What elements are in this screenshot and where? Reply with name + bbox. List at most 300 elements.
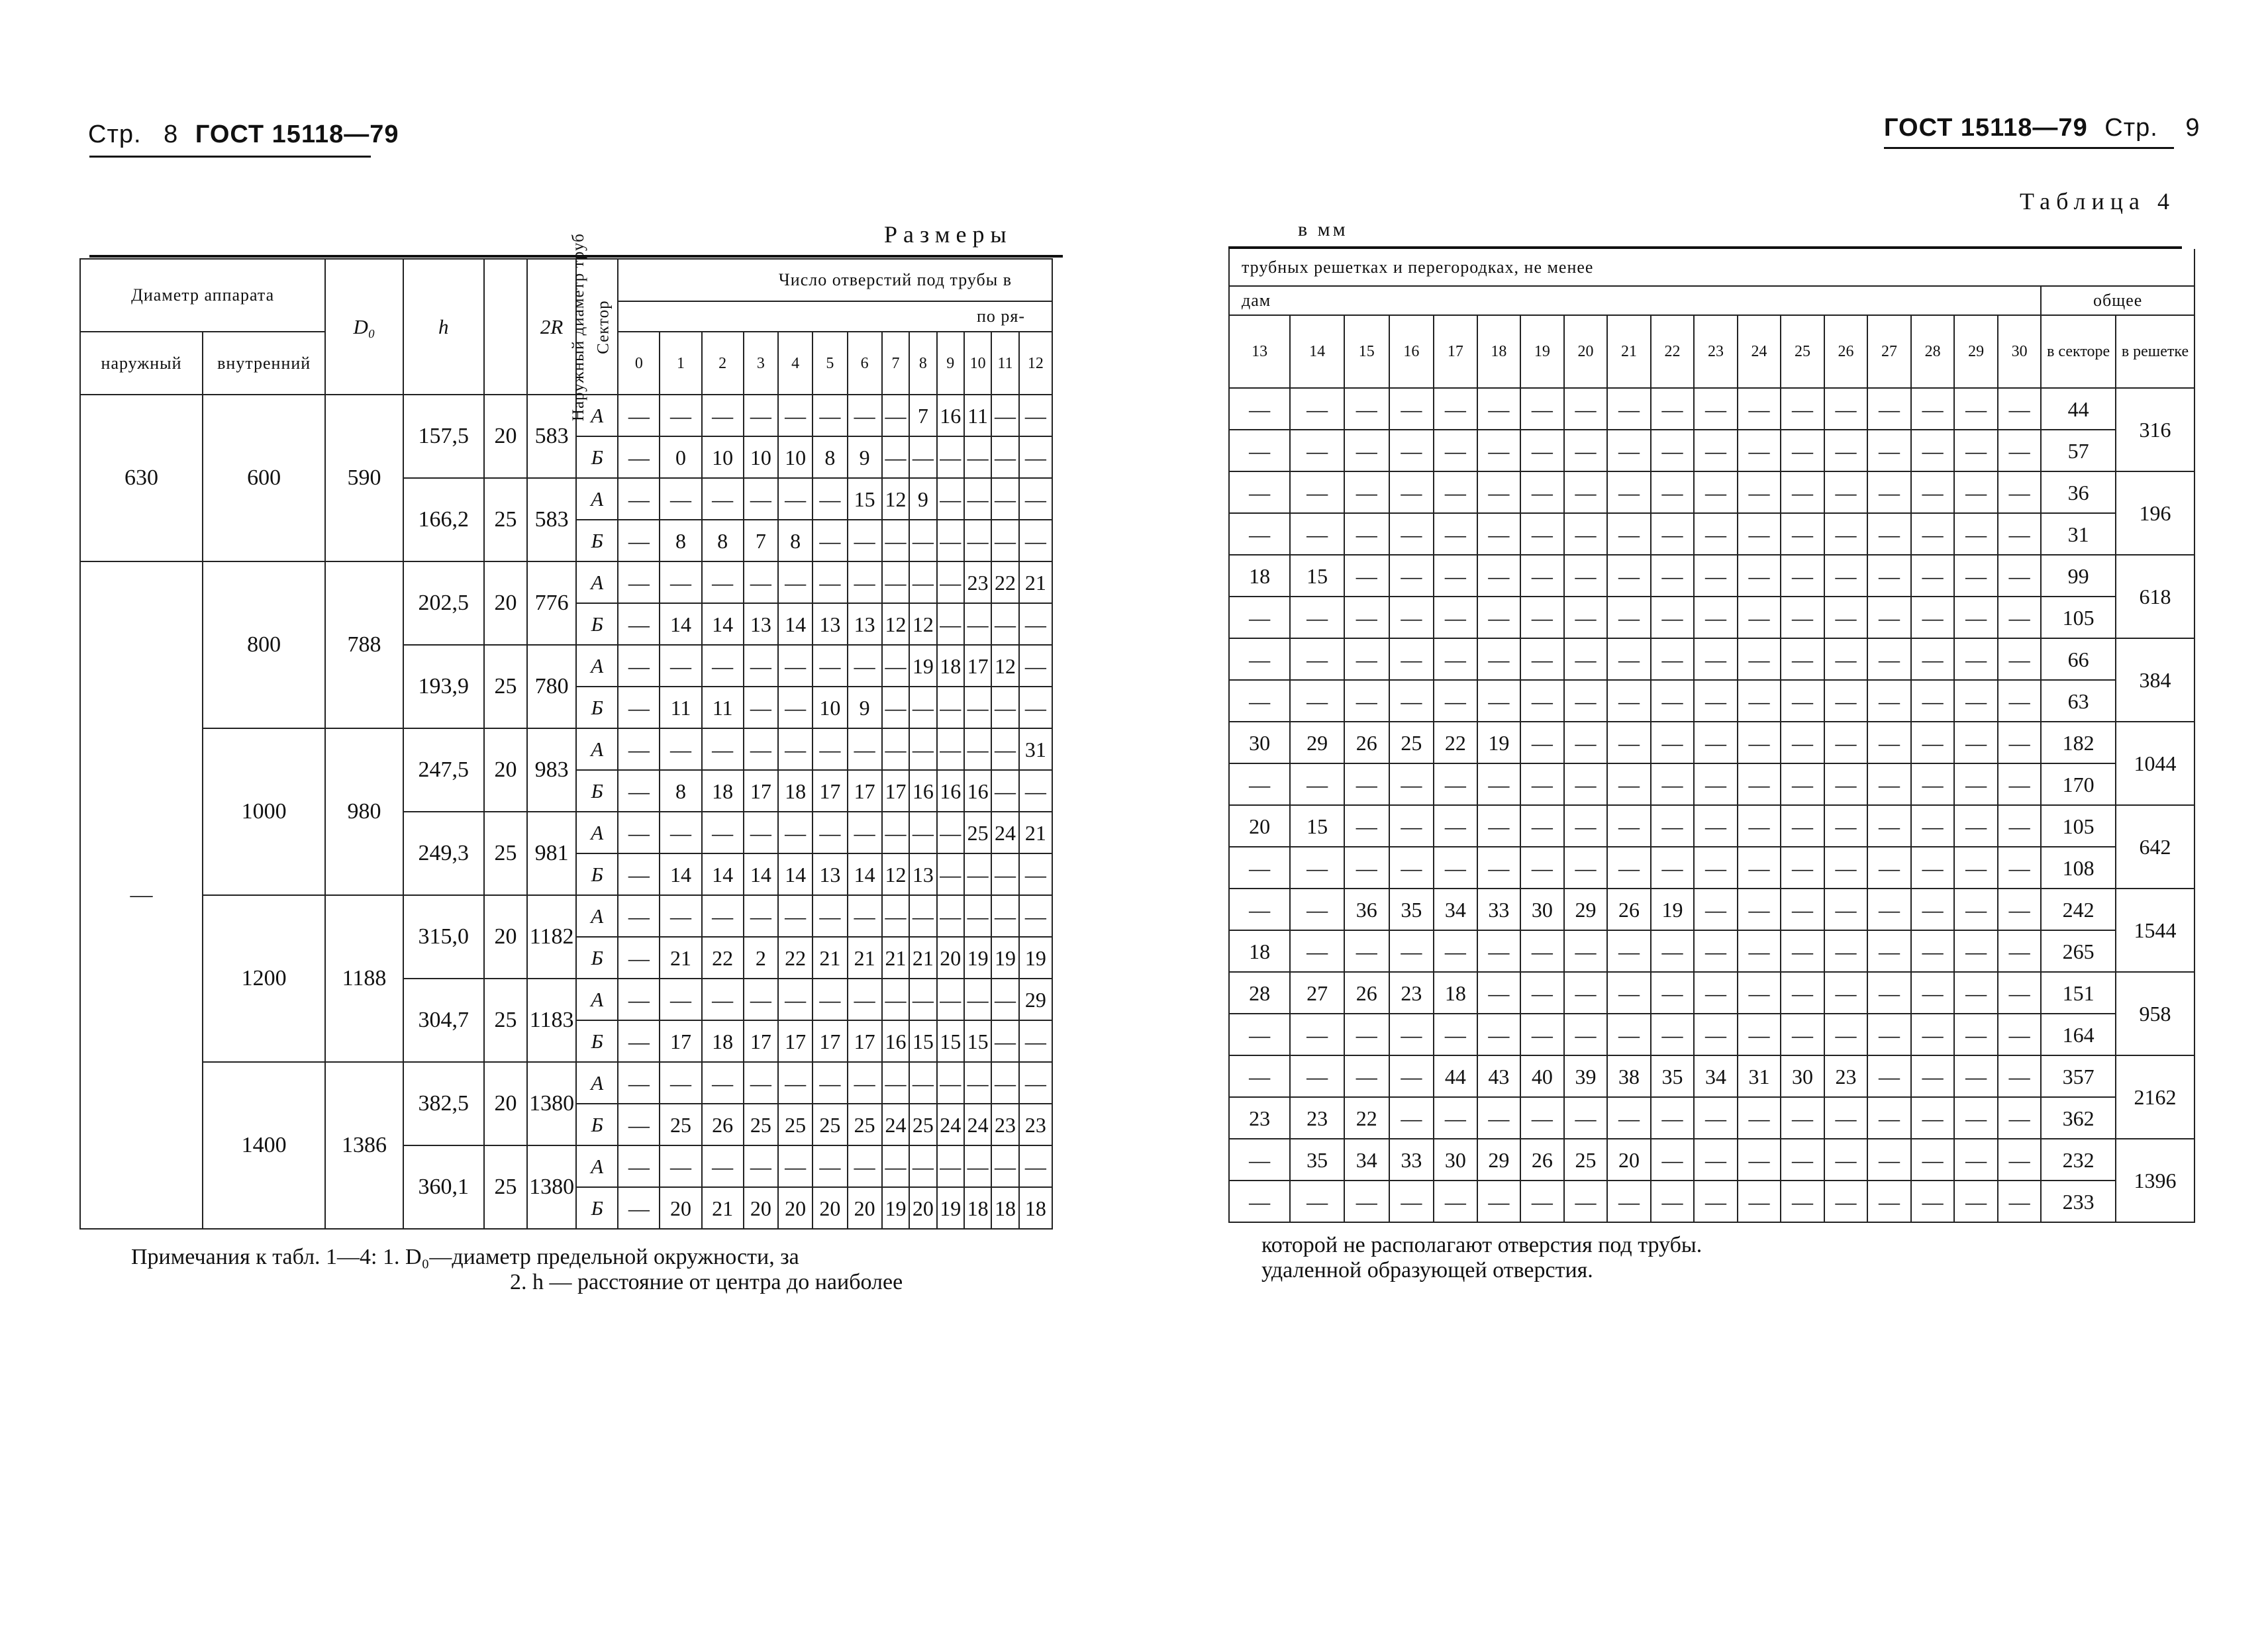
hole-count-cell: — [1954, 1014, 1998, 1055]
header-in-grid: в решетке [2116, 315, 2194, 388]
hole-count-cell: — [1781, 638, 1824, 680]
hole-count-cell: — [909, 979, 936, 1020]
hole-count-cell: 18 [1434, 972, 1477, 1014]
hole-count-cell: — [848, 561, 882, 603]
header-row-2: 2 [702, 332, 744, 395]
hole-count-cell: — [1738, 972, 1781, 1014]
hole-count-cell: — [937, 979, 964, 1020]
hole-count-cell: 21 [813, 937, 847, 979]
sector-label: А [576, 561, 618, 603]
hole-count-cell: — [1867, 471, 1911, 513]
hole-count-cell: 17 [964, 645, 991, 687]
header-row-10: 10 [964, 332, 991, 395]
hole-count-cell: — [1867, 847, 1911, 889]
right-page-header [1884, 114, 2200, 142]
hole-count-cell: 17 [882, 770, 909, 812]
hole-count-cell: — [882, 812, 909, 853]
header-row-6: 6 [848, 332, 882, 395]
hole-count-cell: — [909, 520, 936, 561]
hole-count-cell: — [1824, 555, 1868, 597]
hole-count-cell: 40 [1520, 1055, 1564, 1097]
table-row [1229, 430, 2194, 471]
hole-count-cell: — [937, 1145, 964, 1187]
hole-count-cell: — [618, 561, 660, 603]
hole-count-cell: — [1520, 805, 1564, 847]
hole-count-cell: — [1867, 889, 1911, 930]
hole-count-cell: — [991, 895, 1018, 937]
hole-count-cell: — [1781, 680, 1824, 722]
hole-count-cell: — [1738, 638, 1781, 680]
hole-count-cell: — [1694, 805, 1738, 847]
hole-count-cell: 8 [778, 520, 813, 561]
hole-count-cell: 18 [1019, 1187, 1052, 1229]
hole-count-cell: — [882, 561, 909, 603]
hole-count-cell: — [1290, 889, 1344, 930]
hole-count-cell: — [909, 895, 936, 937]
hole-count-cell: — [1564, 1097, 1608, 1139]
tube-diameter-value: 20 [484, 895, 527, 979]
header-heading: трубных решетках и перегородках, не менее [1229, 249, 2194, 286]
hole-count-cell: — [1781, 1014, 1824, 1055]
hole-count-cell: — [1998, 638, 2042, 680]
hole-count-cell: — [1781, 388, 1824, 430]
hole-count-cell: 13 [813, 603, 847, 645]
hole-count-cell: 22 [702, 937, 744, 979]
hole-count-cell: 21 [660, 937, 701, 979]
hole-count-cell: — [1389, 847, 1434, 889]
hole-count-cell: — [1434, 430, 1477, 471]
hole-count-cell: — [618, 1104, 660, 1145]
hole-count-cell: — [1911, 889, 1955, 930]
hole-count-cell: — [1607, 555, 1651, 597]
hole-count-cell: — [1781, 805, 1824, 847]
hole-count-cell: — [1954, 930, 1998, 972]
unit-label: в мм [1298, 218, 1348, 240]
hole-count-cell: — [618, 853, 660, 895]
hole-count-cell: — [1477, 805, 1521, 847]
two-r-value: 1380 [527, 1062, 576, 1145]
hole-count-cell: — [991, 687, 1018, 728]
hole-count-cell: — [1998, 555, 2042, 597]
hole-count-cell: — [1607, 1014, 1651, 1055]
hole-count-cell: — [1520, 763, 1564, 805]
hole-count-cell: — [1954, 805, 1998, 847]
hole-count-cell: — [937, 561, 964, 603]
hole-count-cell: — [1564, 430, 1608, 471]
hole-count-cell: — [618, 770, 660, 812]
hole-count-cell: 14 [660, 603, 701, 645]
hole-count-cell: 18 [964, 1187, 991, 1229]
header-inner: внутренний [203, 332, 325, 395]
hole-count-cell: — [1824, 930, 1868, 972]
hole-count-cell: — [618, 1020, 660, 1062]
hole-count-cell: — [1477, 680, 1521, 722]
hole-count-cell: — [1389, 930, 1434, 972]
hole-count-cell: — [1954, 1097, 1998, 1139]
hole-count-cell: — [1867, 1055, 1911, 1097]
hole-count-cell: — [1694, 597, 1738, 638]
header-in-sector: в секторе [2041, 315, 2116, 388]
hole-count-cell: — [1911, 1097, 1955, 1139]
sector-label: А [576, 812, 618, 853]
d0-value: 788 [325, 561, 403, 728]
table-row [1229, 1181, 2194, 1222]
hole-count-cell: 8 [660, 770, 701, 812]
tube-diameter-value: 20 [484, 561, 527, 645]
hole-count-cell: 25 [964, 812, 991, 853]
header-row-21: 21 [1607, 315, 1651, 388]
hole-count-cell: — [1954, 388, 1998, 430]
hole-count-cell: — [1229, 513, 1290, 555]
grid-total: 2162 [2116, 1055, 2194, 1139]
hole-count-cell: — [1954, 513, 1998, 555]
hole-count-cell: — [1389, 1181, 1434, 1222]
hole-count-cell: 17 [744, 1020, 778, 1062]
hole-count-cell: 23 [991, 1104, 1018, 1145]
hole-count-cell: — [778, 728, 813, 770]
hole-count-cell: — [1781, 1139, 1824, 1181]
hole-count-cell: — [1520, 680, 1564, 722]
hole-count-cell: — [778, 895, 813, 937]
h-value: 193,9 [403, 645, 484, 728]
hole-count-cell: — [964, 979, 991, 1020]
hole-count-cell: 33 [1389, 1139, 1434, 1181]
hole-count-cell: — [1651, 1097, 1695, 1139]
hole-count-cell: — [1738, 763, 1781, 805]
hole-count-cell: — [1867, 638, 1911, 680]
hole-count-cell: — [964, 520, 991, 561]
hole-count-cell: — [1389, 513, 1434, 555]
hole-count-cell: — [848, 979, 882, 1020]
hole-count-cell: — [1694, 1097, 1738, 1139]
hole-count-cell: 18 [1229, 555, 1290, 597]
hole-count-cell: — [1290, 1181, 1344, 1222]
hole-count-cell: — [1520, 555, 1564, 597]
header-row-11: 11 [991, 332, 1018, 395]
hole-count-cell: — [1998, 430, 2042, 471]
hole-count-cell: — [1389, 805, 1434, 847]
hole-count-cell: — [813, 728, 847, 770]
hole-count-cell: — [1694, 513, 1738, 555]
hole-count-cell: — [1520, 1014, 1564, 1055]
hole-count-cell: — [1651, 1014, 1695, 1055]
hole-count-cell: — [1694, 1181, 1738, 1222]
hole-count-cell: — [1290, 680, 1344, 722]
hole-count-cell: 18 [991, 1187, 1018, 1229]
hole-count-cell: — [1824, 805, 1868, 847]
hole-count-cell: — [1344, 847, 1389, 889]
hole-count-cell: 26 [702, 1104, 744, 1145]
hole-count-cell: 26 [1344, 972, 1389, 1014]
hole-count-cell: — [618, 812, 660, 853]
hole-count-cell: — [1564, 597, 1608, 638]
header-row-13: 13 [1229, 315, 1290, 388]
hole-count-cell: — [909, 561, 936, 603]
hole-count-cell: — [1477, 847, 1521, 889]
hole-count-cell: 15 [964, 1020, 991, 1062]
hole-count-cell: — [660, 1145, 701, 1187]
hole-count-cell: — [1607, 1097, 1651, 1139]
hole-count-cell: — [1019, 478, 1052, 520]
hole-count-cell: — [848, 395, 882, 436]
hole-count-cell: — [1434, 638, 1477, 680]
hole-count-cell: 20 [660, 1187, 701, 1229]
hole-count-cell: — [937, 603, 964, 645]
hole-count-cell: — [1607, 471, 1651, 513]
right-table [1228, 249, 2195, 1223]
hole-count-cell: 30 [1434, 1139, 1477, 1181]
hole-count-cell: — [1954, 597, 1998, 638]
hole-count-cell: — [1229, 680, 1290, 722]
hole-count-cell: 22 [991, 561, 1018, 603]
hole-count-cell: — [1651, 513, 1695, 555]
hole-count-cell: — [1911, 1014, 1955, 1055]
sector-total: 362 [2041, 1097, 2116, 1139]
hole-count-cell: — [848, 1145, 882, 1187]
hole-count-cell: 18 [702, 770, 744, 812]
table-row [1229, 513, 2194, 555]
hole-count-cell: — [1651, 597, 1695, 638]
grid-total: 1044 [2116, 722, 2194, 805]
hole-count-cell: — [1344, 1014, 1389, 1055]
sector-label: Б [576, 1187, 618, 1229]
hole-count-cell: — [1607, 680, 1651, 722]
d0-value: 1188 [325, 895, 403, 1062]
left-note-line-2: 2. h — расстояние от центра до наиболее [510, 1270, 903, 1294]
hole-count-cell: — [1911, 972, 1955, 1014]
hole-count-cell: — [1824, 597, 1868, 638]
hole-count-cell: — [1477, 972, 1521, 1014]
header-row-8: 8 [909, 332, 936, 395]
header-underline [89, 156, 371, 158]
hole-count-cell: — [1651, 638, 1695, 680]
sector-total: 66 [2041, 638, 2116, 680]
hole-count-cell: — [848, 520, 882, 561]
hole-count-cell: — [882, 395, 909, 436]
hole-count-cell: — [909, 687, 936, 728]
hole-count-cell: — [1344, 388, 1389, 430]
hole-count-cell: — [1344, 1181, 1389, 1222]
hole-count-cell: — [1867, 805, 1911, 847]
hole-count-cell: 29 [1019, 979, 1052, 1020]
hole-count-cell: — [1520, 847, 1564, 889]
hole-count-cell: 25 [1564, 1139, 1608, 1181]
hole-count-cell: — [1911, 597, 1955, 638]
hole-count-cell: 2 [744, 937, 778, 979]
hole-count-cell: — [1389, 638, 1434, 680]
hole-count-cell: 35 [1389, 889, 1434, 930]
hole-count-cell: 11 [702, 687, 744, 728]
hole-count-cell: — [1520, 430, 1564, 471]
hole-count-cell: 30 [1781, 1055, 1824, 1097]
hole-count-cell: — [1019, 603, 1052, 645]
hole-count-cell: — [991, 979, 1018, 1020]
hole-count-cell: — [1564, 972, 1608, 1014]
hole-count-cell: — [1911, 430, 1955, 471]
hole-count-cell: — [1781, 513, 1824, 555]
hole-count-cell: 12 [882, 478, 909, 520]
two-r-value: 983 [527, 728, 576, 812]
hole-count-cell: — [882, 645, 909, 687]
hole-count-cell: — [813, 1145, 847, 1187]
table-row [1229, 597, 2194, 638]
h-value: 157,5 [403, 395, 484, 478]
hole-count-cell: — [1344, 930, 1389, 972]
hole-count-cell: — [882, 687, 909, 728]
hole-count-cell: 31 [1738, 1055, 1781, 1097]
hole-count-cell: — [1564, 388, 1608, 430]
hole-count-cell: — [1019, 895, 1052, 937]
hole-count-cell: — [1954, 722, 1998, 763]
hole-count-cell: — [1781, 1097, 1824, 1139]
table-row [80, 561, 1052, 603]
hole-count-cell: 19 [964, 937, 991, 979]
hole-count-cell: — [1954, 763, 1998, 805]
hole-count-cell: — [882, 436, 909, 478]
hole-count-cell: — [909, 1145, 936, 1187]
header-row-1: 1 [660, 332, 701, 395]
hole-count-cell: — [991, 436, 1018, 478]
hole-count-cell: — [991, 603, 1018, 645]
hole-count-cell: — [964, 895, 991, 937]
header-row-29: 29 [1954, 315, 1998, 388]
hole-count-cell: — [1019, 645, 1052, 687]
hole-count-cell: — [1607, 597, 1651, 638]
hole-count-cell: — [1781, 763, 1824, 805]
hole-count-cell: 20 [813, 1187, 847, 1229]
inner-diameter: 1400 [203, 1062, 325, 1229]
hole-count-cell: — [1434, 930, 1477, 972]
tube-diameter-value: 20 [484, 728, 527, 812]
hole-count-cell: — [1564, 680, 1608, 722]
sector-label: Б [576, 770, 618, 812]
hole-count-cell: — [1019, 436, 1052, 478]
hole-count-cell: 17 [813, 770, 847, 812]
hole-count-cell: 19 [1477, 722, 1521, 763]
hole-count-cell: 11 [964, 395, 991, 436]
hole-count-cell: — [1867, 763, 1911, 805]
sector-total: 170 [2041, 763, 2116, 805]
hole-count-cell: 13 [909, 853, 936, 895]
hole-count-cell: — [1564, 555, 1608, 597]
hole-count-cell: — [1564, 763, 1608, 805]
grid-total: 958 [2116, 972, 2194, 1055]
hole-count-cell: — [964, 1145, 991, 1187]
hole-count-cell: — [909, 812, 936, 853]
hole-count-cell: — [1867, 597, 1911, 638]
hole-count-cell: — [1781, 555, 1824, 597]
hole-count-cell: — [882, 728, 909, 770]
hole-count-cell: — [1389, 763, 1434, 805]
hole-count-cell: — [1229, 388, 1290, 430]
hole-count-cell: — [1520, 722, 1564, 763]
hole-count-cell: — [1911, 1181, 1955, 1222]
hole-count-cell: — [813, 979, 847, 1020]
hole-count-cell: 29 [1290, 722, 1344, 763]
hole-count-cell: — [1344, 471, 1389, 513]
hole-count-cell: — [1434, 763, 1477, 805]
h-value: 304,7 [403, 979, 484, 1062]
header-row-4: 4 [778, 332, 813, 395]
hole-count-cell: — [1824, 722, 1868, 763]
sector-label: Б [576, 520, 618, 561]
hole-count-cell: 10 [744, 436, 778, 478]
hole-count-cell: 14 [778, 603, 813, 645]
sector-label: А [576, 895, 618, 937]
hole-count-cell: 18 [778, 770, 813, 812]
hole-count-cell: 29 [1564, 889, 1608, 930]
hole-count-cell: 22 [1344, 1097, 1389, 1139]
hole-count-cell: — [813, 395, 847, 436]
hole-count-cell: — [1954, 555, 1998, 597]
hole-count-cell: 15 [1290, 805, 1344, 847]
hole-count-cell: — [1477, 930, 1521, 972]
table-row [1229, 722, 2194, 763]
hole-count-cell: — [1290, 471, 1344, 513]
sector-label: Б [576, 1020, 618, 1062]
two-r-value: 1380 [527, 1145, 576, 1229]
hole-count-cell: — [909, 728, 936, 770]
hole-count-cell: — [1824, 1097, 1868, 1139]
hole-count-cell: 20 [937, 937, 964, 979]
hole-count-cell: — [1911, 763, 1955, 805]
outer-diameter: 630 [80, 395, 203, 561]
hole-count-cell: — [744, 687, 778, 728]
hole-count-cell: — [1520, 1181, 1564, 1222]
hole-count-cell: — [1607, 972, 1651, 1014]
hole-count-cell: — [618, 1062, 660, 1104]
hole-count-cell: 21 [1019, 812, 1052, 853]
hole-count-cell: — [1824, 889, 1868, 930]
hole-count-cell: — [813, 1062, 847, 1104]
hole-count-cell: — [660, 979, 701, 1020]
hole-count-cell: 12 [991, 645, 1018, 687]
hole-count-cell: — [909, 436, 936, 478]
hole-count-cell: — [618, 478, 660, 520]
hole-count-cell: 9 [909, 478, 936, 520]
grid-total: 316 [2116, 388, 2194, 471]
hole-count-cell: — [1911, 722, 1955, 763]
hole-count-cell: — [1694, 763, 1738, 805]
hole-count-cell: 8 [813, 436, 847, 478]
hole-count-cell: 35 [1651, 1055, 1695, 1097]
sector-label: А [576, 1062, 618, 1104]
hole-count-cell: 14 [744, 853, 778, 895]
hole-count-cell: — [1229, 847, 1290, 889]
hole-count-cell: — [618, 395, 660, 436]
hole-count-cell: — [618, 436, 660, 478]
header-h: h [403, 259, 484, 395]
hole-count-cell: — [1477, 471, 1521, 513]
hole-count-cell: 24 [882, 1104, 909, 1145]
hole-count-cell: — [1998, 889, 2042, 930]
hole-count-cell: 17 [848, 1020, 882, 1062]
hole-count-cell: — [1290, 930, 1344, 972]
hole-count-cell: — [1867, 1181, 1911, 1222]
hole-count-cell: — [702, 979, 744, 1020]
hole-count-cell: — [1520, 388, 1564, 430]
table-row [80, 395, 1052, 436]
hole-count-cell: — [1867, 388, 1911, 430]
hole-count-cell: 25 [660, 1104, 701, 1145]
hole-count-cell: 14 [660, 853, 701, 895]
hole-count-cell: — [991, 728, 1018, 770]
hole-count-cell: — [1607, 763, 1651, 805]
hole-count-cell: — [1477, 638, 1521, 680]
hole-count-cell: — [813, 561, 847, 603]
h-value: 202,5 [403, 561, 484, 645]
hole-count-cell: — [909, 1062, 936, 1104]
